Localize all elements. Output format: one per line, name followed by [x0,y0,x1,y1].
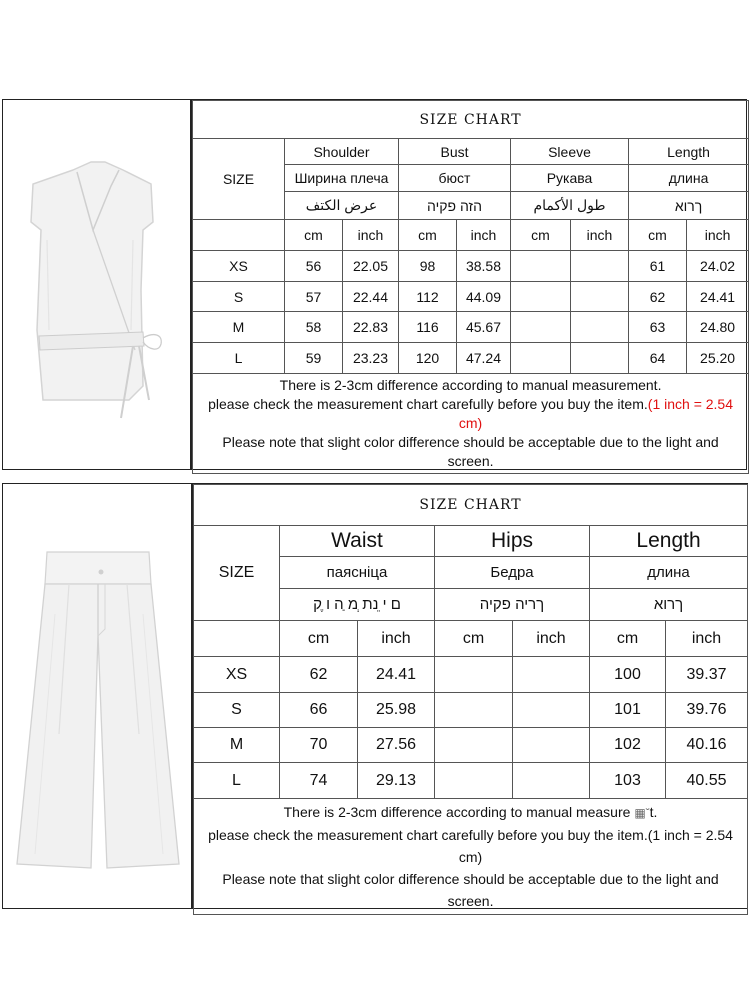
value-cell: 38.58 [457,251,511,282]
value-cell: 70 [280,728,358,763]
top-product-image [2,99,191,470]
value-cell [435,657,513,693]
top-notes [193,374,749,474]
table-row [194,657,748,693]
value-cell: 64 [629,343,687,374]
value-cell: 100 [590,657,666,693]
value-cell [571,282,629,312]
col-length-ru: длина [629,165,749,192]
units-spacer [194,621,280,657]
units-spacer [193,220,285,251]
size-cell: L [194,763,280,799]
size-cell: L [193,343,285,374]
unit-cell: inch [358,621,435,657]
note-measurement-text: There is 2-3cm difference according to manual measure [283,804,631,820]
value-cell: 29.13 [358,763,435,799]
value-cell: 39.76 [666,693,748,728]
col-shoulder: Shoulder [285,139,399,165]
top-chart-title: SIZE CHART [193,101,749,139]
value-cell: 58 [285,312,343,343]
value-cell [513,728,590,763]
bottom-size-table [193,484,748,915]
value-cell: 40.16 [666,728,748,763]
value-cell: 56 [285,251,343,282]
col-waist: Waist [280,526,435,557]
note-check-text: please check the measurement chart carefully before you buy the item. [208,396,648,412]
col-shoulder-ru: Ширина плеча [285,165,399,192]
value-cell [511,312,571,343]
table-row [193,312,749,343]
bottom-notes [194,799,748,915]
col-length-he: ךרוא [590,589,748,621]
top-size-chart [191,99,747,470]
value-cell: 23.23 [343,343,399,374]
note-measurement: There is 2-3cm difference according to manual measurement. [279,377,662,393]
value-cell [435,728,513,763]
note-measurement-end: t. [649,804,658,820]
unit-cell: inch [457,220,511,251]
value-cell: 112 [399,282,457,312]
value-cell: 98 [399,251,457,282]
value-cell [511,343,571,374]
value-cell: 66 [280,693,358,728]
bottom-product-image [2,483,192,909]
col-waist-he: ם י ֵנת ְמ ַה ו ֶק [280,589,435,621]
value-cell [511,282,571,312]
col-bust: Bust [399,139,511,165]
unit-cell: inch [571,220,629,251]
col-hips: Hips [435,526,590,557]
pants-illustration [3,484,192,909]
value-cell [571,312,629,343]
col-sleeve-ru: Рукава [511,165,629,192]
value-cell: 40.55 [666,763,748,799]
note-inch-conversion: (1 inch = 2.54 cm) [458,396,734,431]
ocr-glyph-icon: ▦ˇ [634,806,650,820]
value-cell: 24.41 [358,657,435,693]
top-size-table [192,100,749,474]
unit-cell: inch [666,621,748,657]
table-row [193,282,749,312]
size-cell: XS [194,657,280,693]
value-cell [513,693,590,728]
col-length: Length [590,526,748,557]
bottom-size-header: SIZE [194,526,280,621]
table-row [194,763,748,799]
table-row [194,693,748,728]
value-cell: 116 [399,312,457,343]
value-cell: 59 [285,343,343,374]
unit-cell: cm [511,220,571,251]
size-cell: M [193,312,285,343]
value-cell: 22.83 [343,312,399,343]
value-cell: 24.41 [687,282,749,312]
value-cell [513,657,590,693]
note-measurement [198,801,743,824]
table-row [193,343,749,374]
value-cell: 25.20 [687,343,749,374]
value-cell: 74 [280,763,358,799]
vest-illustration [3,100,191,470]
col-shoulder-ar: عرض الكتف [285,192,399,220]
col-waist-ru: паясніца [280,557,435,589]
value-cell [571,251,629,282]
value-cell [571,343,629,374]
value-cell: 101 [590,693,666,728]
value-cell [435,763,513,799]
unit-cell: inch [343,220,399,251]
col-bust-he: הזה פקיה [399,192,511,220]
value-cell: 102 [590,728,666,763]
value-cell: 62 [629,282,687,312]
value-cell: 103 [590,763,666,799]
col-length-he: ךרוא [629,192,749,220]
unit-cell: inch [687,220,749,251]
value-cell: 45.67 [457,312,511,343]
value-cell: 120 [399,343,457,374]
unit-cell: cm [590,621,666,657]
col-sleeve-ar: طول الأكمام [511,192,629,220]
value-cell [511,251,571,282]
note-color: Please note that slight color difference should be acceptable due to the light and screen. [222,871,719,909]
unit-cell: cm [399,220,457,251]
value-cell [513,763,590,799]
value-cell: 25.98 [358,693,435,728]
unit-cell: cm [280,621,358,657]
col-length-ru: длина [590,557,748,589]
value-cell: 44.09 [457,282,511,312]
size-cell: S [194,693,280,728]
unit-cell: cm [629,220,687,251]
col-sleeve: Sleeve [511,139,629,165]
note-check: please check the measurement chart carefully before you buy the item.(1 inch = 2.54 cm) [208,827,733,865]
table-row [193,251,749,282]
value-cell: 27.56 [358,728,435,763]
size-cell: M [194,728,280,763]
value-cell: 39.37 [666,657,748,693]
col-bust-ru: бюст [399,165,511,192]
table-row [194,728,748,763]
top-size-header: SIZE [193,139,285,220]
note-check [199,395,742,433]
value-cell: 22.44 [343,282,399,312]
unit-cell: inch [513,621,590,657]
size-cell: S [193,282,285,312]
value-cell: 22.05 [343,251,399,282]
value-cell: 62 [280,657,358,693]
value-cell: 24.80 [687,312,749,343]
value-cell: 61 [629,251,687,282]
col-hips-ru: Бедра [435,557,590,589]
size-cell: XS [193,251,285,282]
value-cell: 63 [629,312,687,343]
bottom-chart-title: SIZE CHART [194,485,748,526]
value-cell: 47.24 [457,343,511,374]
note-color: Please note that slight color difference should be acceptable due to the light and screen. [222,434,719,469]
value-cell: 57 [285,282,343,312]
col-length: Length [629,139,749,165]
col-hips-he: ךריה פקיה [435,589,590,621]
unit-cell: cm [285,220,343,251]
value-cell [435,693,513,728]
value-cell: 24.02 [687,251,749,282]
bottom-size-chart [192,483,748,909]
unit-cell: cm [435,621,513,657]
